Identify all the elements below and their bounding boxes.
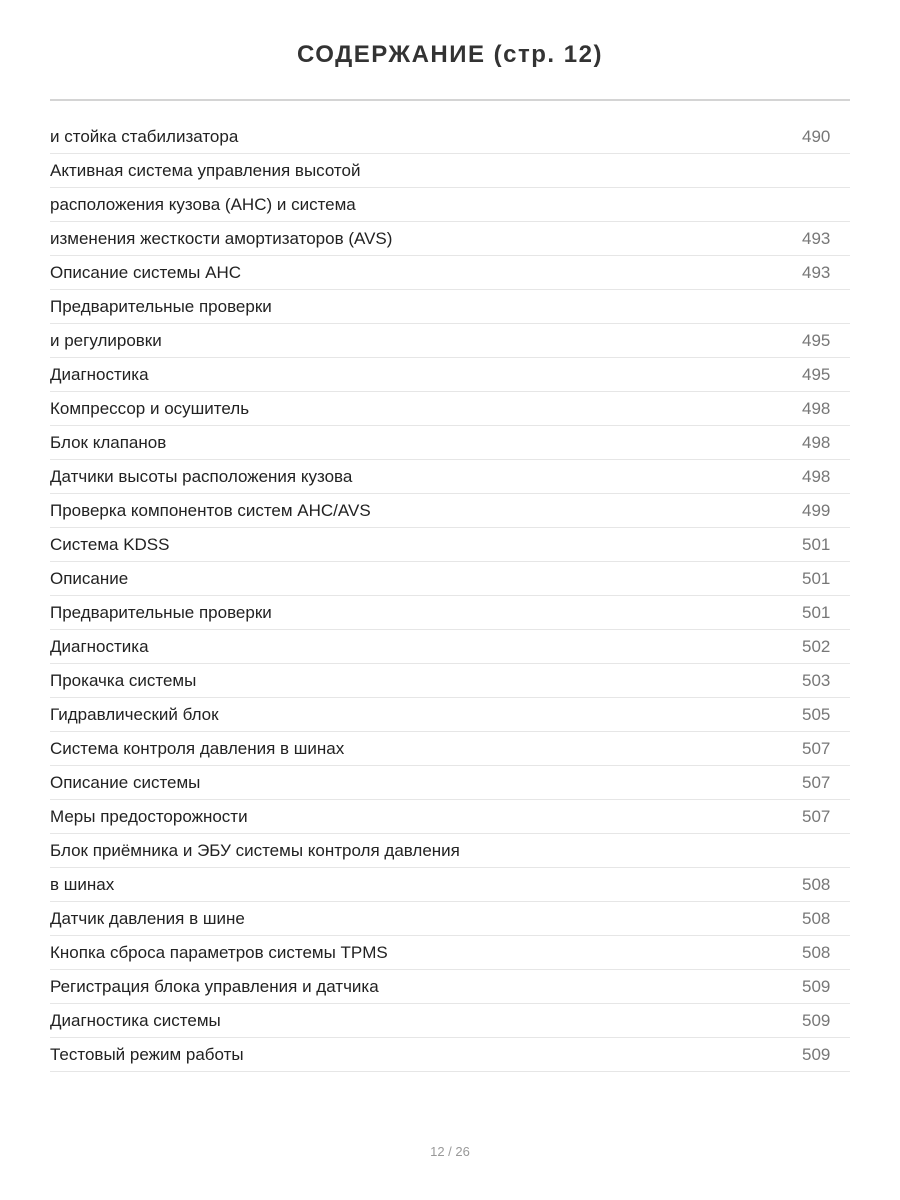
toc-entry-label: Предварительные проверки [50, 296, 272, 316]
toc-entry-page: 508 [802, 942, 831, 962]
toc-entry-page: 507 [802, 772, 831, 792]
toc-entry-label: Описание [50, 568, 129, 588]
toc-entry-label: Проверка компонентов систем AHC/AVS [50, 500, 371, 520]
toc-entry-page: 502 [802, 636, 831, 656]
toc-entry-page: 498 [802, 398, 831, 418]
toc-entry-page: 509 [802, 1010, 831, 1030]
toc-entry[interactable] [50, 392, 850, 426]
toc-entry-label: Тестовый режим работы [50, 1044, 244, 1064]
toc-entry[interactable] [50, 834, 850, 868]
toc-entry[interactable] [50, 494, 850, 528]
toc-entry-label: Диагностика [50, 364, 149, 384]
toc-entry[interactable] [50, 290, 850, 324]
toc-entry-label: Предварительные проверки [50, 602, 272, 622]
toc-entry-page: 499 [802, 500, 831, 520]
toc-entry-page: 501 [802, 568, 831, 588]
toc-entry[interactable] [50, 868, 850, 902]
toc-entry-page: 498 [802, 432, 831, 452]
toc-entry[interactable] [50, 562, 850, 596]
toc-entry-label: и стойка стабилизатора [50, 126, 239, 146]
toc-entry[interactable] [50, 222, 850, 256]
toc-list [50, 120, 850, 1072]
toc-entry-label: Система KDSS [50, 534, 170, 554]
toc-entry-page: 507 [802, 738, 831, 758]
toc-entry[interactable] [50, 766, 850, 800]
toc-entry-page: 490 [802, 126, 831, 146]
toc-entry[interactable] [50, 460, 850, 494]
toc-entry[interactable] [50, 1038, 850, 1072]
toc-entry-label: Датчик давления в шине [50, 908, 245, 928]
toc-entry[interactable] [50, 902, 850, 936]
toc-entry-label: Гидравлический блок [50, 704, 219, 724]
toc-entry-page: 495 [802, 330, 831, 350]
toc-entry-label: изменения жесткости амортизаторов (AVS) [50, 228, 393, 248]
toc-entry-label: и регулировки [50, 330, 162, 350]
toc-entry-page: 507 [802, 806, 831, 826]
toc-entry[interactable] [50, 120, 850, 154]
toc-entry-page: 501 [802, 602, 831, 622]
toc-entry-page: 501 [802, 534, 831, 554]
toc-entry[interactable] [50, 358, 850, 392]
toc-entry-label: Блок приёмника и ЭБУ системы контроля давления [50, 840, 460, 860]
title-divider [50, 99, 850, 101]
toc-entry-label: Активная система управления высотой [50, 160, 361, 180]
toc-entry-page: 493 [802, 262, 831, 282]
toc-entry[interactable] [50, 528, 850, 562]
toc-entry[interactable] [50, 664, 850, 698]
toc-entry[interactable] [50, 970, 850, 1004]
toc-entry-label: Датчики высоты расположения кузова [50, 466, 353, 486]
toc-entry-label: Диагностика [50, 636, 149, 656]
toc-entry-page: 509 [802, 976, 831, 996]
toc-entry[interactable] [50, 630, 850, 664]
toc-entry-page: 498 [802, 466, 831, 486]
toc-entry-label: Описание системы [50, 772, 201, 792]
toc-entry[interactable] [50, 800, 850, 834]
toc-entry-page: 505 [802, 704, 831, 724]
toc-entry-page: 493 [802, 228, 831, 248]
toc-entry-label: Регистрация блока управления и датчика [50, 976, 379, 996]
toc-entry-label: Диагностика системы [50, 1010, 221, 1030]
page-number: 12 / 26 [430, 1144, 470, 1159]
toc-entry[interactable] [50, 256, 850, 290]
toc-entry[interactable] [50, 596, 850, 630]
toc-entry-label: Описание системы AHC [50, 262, 242, 282]
page-title: СОДЕРЖАНИЕ (стр. 12) [297, 41, 603, 68]
toc-entry[interactable] [50, 324, 850, 358]
toc-entry-label: в шинах [50, 874, 115, 894]
toc-entry-page: 508 [802, 874, 831, 894]
toc-entry-page: 495 [802, 364, 831, 384]
toc-entry-label: расположения кузова (AHC) и система [50, 194, 356, 214]
toc-entry[interactable] [50, 426, 850, 460]
toc-entry-label: Прокачка системы [50, 670, 197, 690]
toc-entry-label: Меры предосторожности [50, 806, 248, 826]
toc-entry-label: Система контроля давления в шинах [50, 738, 345, 758]
toc-entry-label: Компрессор и осушитель [50, 398, 250, 418]
toc-entry[interactable] [50, 188, 850, 222]
toc-entry[interactable] [50, 1004, 850, 1038]
toc-entry[interactable] [50, 936, 850, 970]
toc-entry-page: 508 [802, 908, 831, 928]
toc-entry[interactable] [50, 732, 850, 766]
toc-entry[interactable] [50, 698, 850, 732]
toc-entry-page: 503 [802, 670, 831, 690]
toc-entry-label: Кнопка сброса параметров системы TPMS [50, 942, 388, 962]
toc-entry-label: Блок клапанов [50, 432, 167, 452]
toc-entry-page: 509 [802, 1044, 831, 1064]
toc-entry[interactable] [50, 154, 850, 188]
